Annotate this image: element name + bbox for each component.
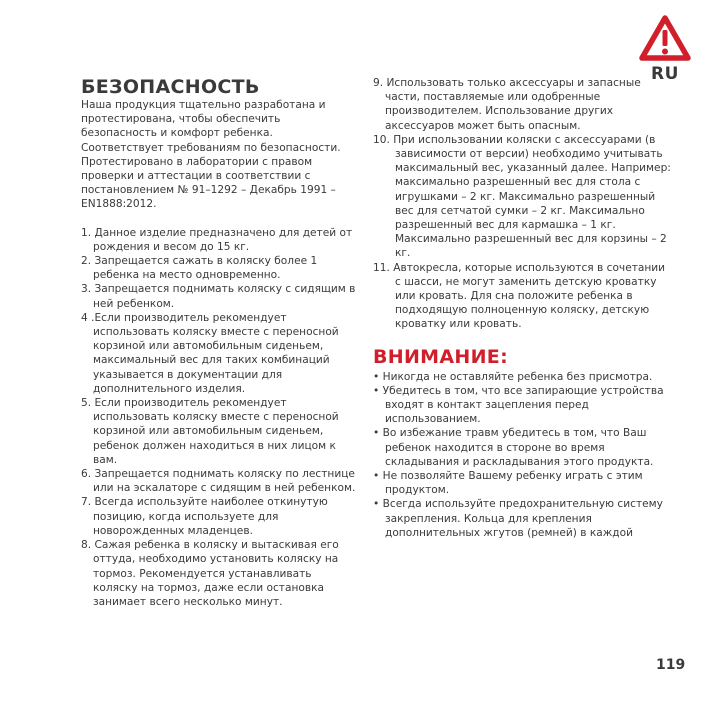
list-item: 9. Использовать только аксессуары и запасные части, поставляемые или одобренные производителем. Использование других аксессуаров может быть опасным. xyxy=(373,77,641,132)
list-item: 8. Сажая ребенка в коляску и вытаскивая его оттуда, необходимо установить коляску на тормоз. Рекомендуется устанавливать коляску на тормоз, даже если остановка занимает всего несколько минут. xyxy=(81,539,339,608)
list-item: 6. Запрещается поднимать коляску по лестнице или на эскалаторе с сидящим в ней ребенком. xyxy=(81,468,356,495)
right-column xyxy=(373,76,673,540)
list-item: 4 .Если производитель рекомендует использовать коляску вместе с переносной корзиной или автомобильным сиденьем, максимальный вес для таких комбинаций указывается в документации для дополнительного изделия. xyxy=(81,311,339,395)
warning-triangle-icon xyxy=(638,14,692,64)
warning-title: ВНИМАНИЕ: xyxy=(373,345,508,368)
list-item: 10. При использовании коляски с аксессуарами (в зависимости от версии) необходимо учитывать максимальный вес, указанный далее. Например: максимально разрешенный вес для стола с игрушками – 2 кг. Максимально разрешенный вес для сетчатой сумки – 2 кг. Максимально разрешенный вес для кармашка – 1 кг. Максимально разрешенный вес для корзины – 2 кг. xyxy=(373,133,671,260)
section-title: БЕЗОПАСНОСТЬ xyxy=(81,76,260,98)
warning-list xyxy=(373,370,673,540)
safety-list xyxy=(81,226,356,609)
warning-item: • Никогда не оставляйте ребенка без присмотра. xyxy=(373,370,653,383)
intro-paragraph: Наша продукция тщательно разработана и протестирована, чтобы обеспечить безопасность и комфорт ребенка. Соответствует требованиям по безопасности. Протестировано в лаборатории с правом проверки и аттестации в соответствии с постановлением № 91–1292 – Декабрь 1991 – EN1888:2012. xyxy=(81,99,341,211)
warning-item: • Всегда используйте предохранительную систему закрепления. Кольца для крепления дополнительных жгутов (ремней) в каждой xyxy=(373,498,663,539)
warning-item: • Во избежание травм убедитесь в том, что Ваш ребенок находится в стороне во время складывания и раскладывания этого продукта. xyxy=(373,427,654,468)
safety-list-continued xyxy=(373,76,673,332)
list-item: 3. Запрещается поднимать коляску с сидящим в ней ребенком. xyxy=(81,283,356,310)
list-item: 7. Всегда используйте наиболее откинутую позицию, когда используете для новорожденных младенцев. xyxy=(81,496,328,537)
list-item: 11. Автокресла, которые используются в сочетании с шасси, не могут заменить детскую кроватку или кровать. Для сна положите ребенка в подходящую полноценную коляску, детскую кроватку или кровать. xyxy=(373,261,666,331)
list-item: 2. Запрещается сажать в коляску более 1 ребенка на место одновременно. xyxy=(81,255,318,282)
list-item: 5. Если производитель рекомендует использовать коляску вместе с переносной корзиной или автомобильным сиденьем, ребенок должен находиться в них лицом к вам. xyxy=(81,397,339,466)
left-column xyxy=(81,76,356,609)
language-code: RU xyxy=(651,64,679,84)
list-item: 1. Данное изделие предназначено для детей от рождения и весом до 15 кг. xyxy=(81,226,353,253)
warning-item: • Убедитесь в том, что все запирающие устройства входят в контакт зацепления перед использованием. xyxy=(373,384,664,426)
page-number: 119 xyxy=(656,657,686,673)
warning-item: • Не позволяйте Вашему ребенку играть с этим продуктом. xyxy=(373,470,643,497)
